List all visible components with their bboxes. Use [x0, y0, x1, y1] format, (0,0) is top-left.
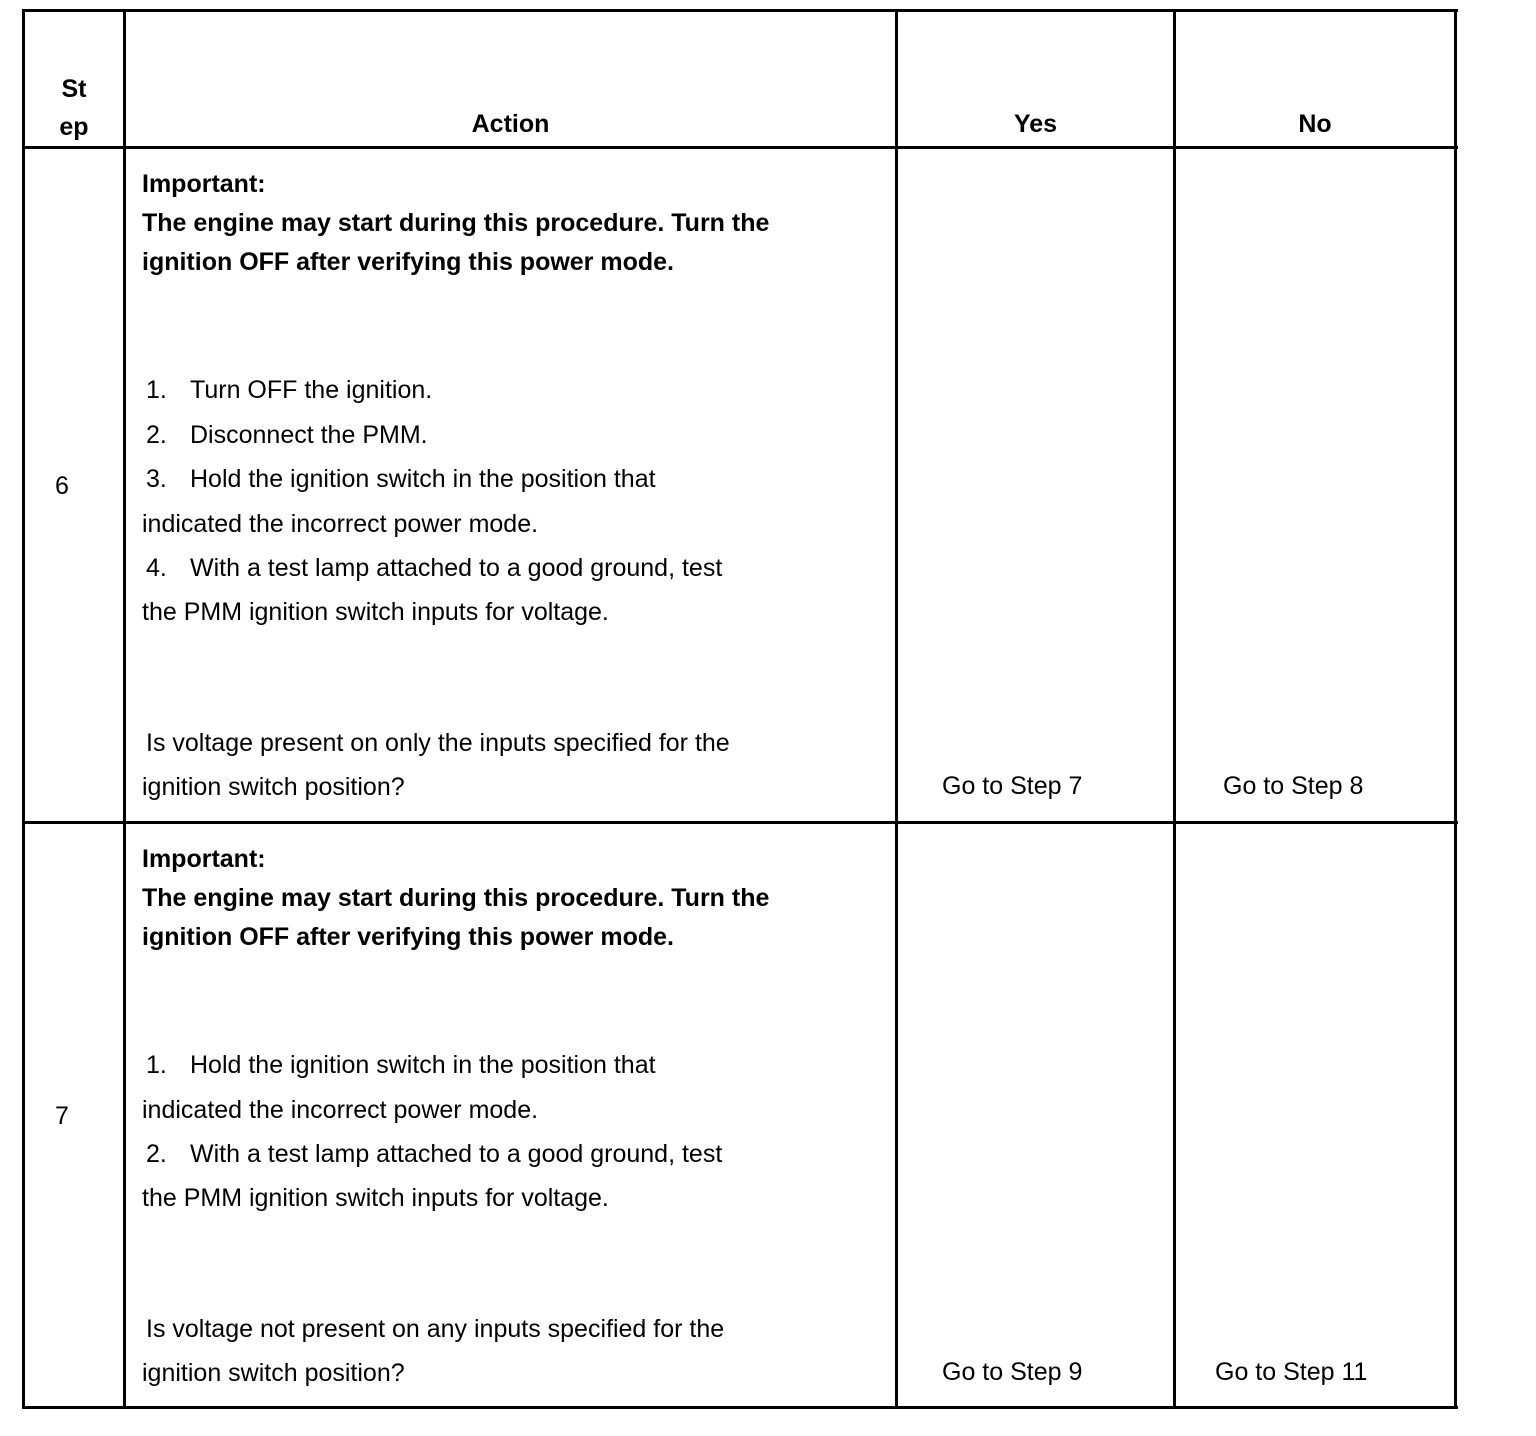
procedure-step-text: Disconnect the PMM. [190, 421, 428, 449]
procedure-step [142, 1051, 656, 1080]
row-divider [22, 821, 1458, 824]
procedure-step-text: Turn OFF the ignition. [190, 376, 433, 404]
question-line: Is voltage present on only the inputs specified for the [146, 729, 730, 757]
important-text-line: The engine may start during this procedure. Turn the [142, 884, 770, 912]
procedure-step-text: With a test lamp attached to a good ground, test [190, 554, 723, 582]
no-outcome: Go to Step 11 [1215, 1358, 1368, 1386]
step-column-divider [123, 9, 126, 1409]
header-action: Action [471, 110, 550, 138]
important-text-line: ignition OFF after verifying this power mode. [142, 923, 674, 951]
important-label: Important: [142, 170, 266, 198]
procedure-step-number: 2. [146, 1140, 167, 1168]
procedure-step-number: 1. [146, 376, 167, 404]
yes-outcome: Go to Step 7 [942, 772, 1083, 800]
procedure-step-continuation: indicated the incorrect power mode. [142, 510, 539, 538]
header-bottom-border [22, 146, 1458, 149]
action-column-divider [895, 9, 898, 1409]
yes-outcome: Go to Step 9 [942, 1358, 1083, 1386]
step-number: 7 [55, 1102, 69, 1130]
header-no: No [1298, 110, 1332, 138]
procedure-step [142, 465, 656, 494]
procedure-step-text: Hold the ignition switch in the position that [190, 1051, 656, 1079]
important-text-line: ignition OFF after verifying this power mode. [142, 248, 674, 276]
header-step-line-1: St [61, 75, 87, 103]
table-left-border [22, 9, 25, 1409]
procedure-step-number: 1. [146, 1051, 167, 1079]
table-bottom-border [22, 1406, 1458, 1409]
procedure-step-continuation: the PMM ignition switch inputs for voltage. [142, 598, 609, 626]
procedure-step-text: With a test lamp attached to a good ground, test [190, 1140, 723, 1168]
procedure-step-continuation: indicated the incorrect power mode. [142, 1096, 539, 1124]
step-number: 6 [55, 472, 69, 500]
procedure-step [142, 421, 428, 450]
procedure-step-number: 2. [146, 421, 167, 449]
procedure-step [142, 376, 432, 405]
procedure-step-continuation: the PMM ignition switch inputs for voltage. [142, 1184, 609, 1212]
procedure-step-number: 3. [146, 465, 167, 493]
procedure-step-text: Hold the ignition switch in the position that [190, 465, 656, 493]
question-line: ignition switch position? [142, 773, 405, 801]
important-label: Important: [142, 845, 266, 873]
no-outcome: Go to Step 8 [1223, 772, 1364, 800]
yes-column-divider [1173, 9, 1176, 1409]
header-yes: Yes [1013, 110, 1058, 138]
question-line: ignition switch position? [142, 1359, 405, 1387]
table-right-border [1454, 9, 1457, 1409]
procedure-step [142, 554, 722, 583]
procedure-step [142, 1140, 722, 1169]
header-step-line-2: ep [59, 113, 89, 141]
table-top-border [22, 9, 1458, 12]
header-step [25, 70, 123, 146]
important-text-line: The engine may start during this procedure. Turn the [142, 209, 770, 237]
question-line: Is voltage not present on any inputs specified for the [146, 1315, 725, 1343]
procedure-step-number: 4. [146, 554, 167, 582]
